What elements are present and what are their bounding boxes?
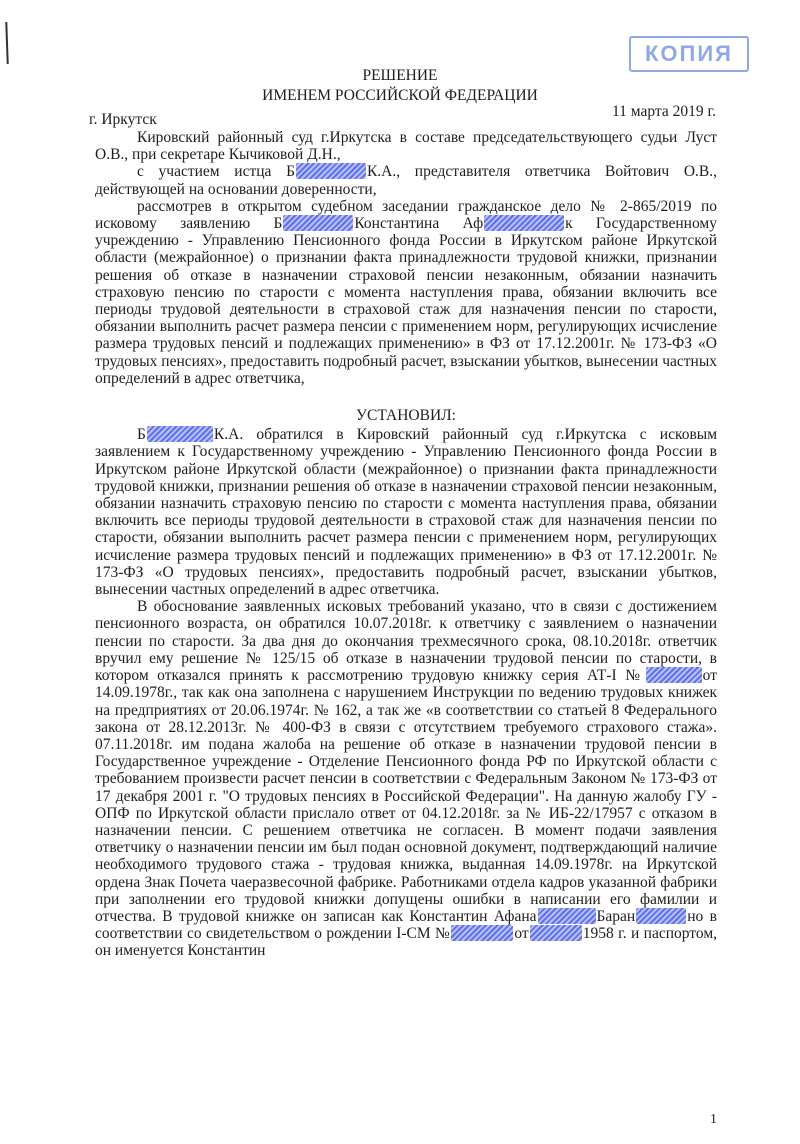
redaction — [530, 925, 582, 941]
redaction — [646, 667, 702, 683]
redaction — [147, 426, 213, 442]
document-subtitle: ИМЕНЕМ РОССИЙСКОЙ ФЕДЕРАЦИИ — [262, 87, 538, 104]
document-body — [95, 129, 717, 960]
established-heading: УСТАНОВИЛ: — [356, 407, 456, 425]
decision-date: 11 марта 2019 г. — [612, 103, 717, 120]
intro-paragraph-case: рассмотрев в открытом судебном заседании гражданское дело № 2-865/2019 по исковому заявлению Б Константина Аф к Государственному учреждению - Управлению Пенсионного фонда России в Иркутском районе Иркутской области (межрайонное) о признании факта принадлежности трудовой книжки, признании решения об отказе в назначении страховой пенсии незаконным, обязании назначить страховую пенсию по старости с момента наступления права, обязании включить все периоды трудовой деятельности в страховой стаж для назначения пенсии по старости, обязании выполнить расчет размера пенсии с применением норм, регулирующих исчисление размера трудовых пенсий и подлежащих применению» в ФЗ от 17.12.2001г. № 173-ФЗ «О трудовых пенсиях», предоставить подробный расчет, взыскании убытков, вынесении частных определений в адрес ответчика, — [95, 197, 717, 387]
copy-stamp: КОПИЯ — [629, 36, 749, 72]
page-number: 1 — [710, 1112, 717, 1127]
redaction — [283, 215, 353, 231]
city: г. Иркутск — [89, 111, 157, 128]
intro-paragraph-participants: с участием истца Б К.А., представителя ответчика Войтович О.В., действующей на основании доверенности, — [95, 163, 717, 198]
established-paragraph-claim: Б К.А. обратился в Кировский районный суд г.Иркутска с исковым заявлением к Государственному учреждению - Управлению Пенсионного фонда России в Иркутском районе Иркутской области (межрайонное) о признании факта принадлежности трудовой книжки, признании решения об отказе в назначении страховой пенсии незаконным, обязании назначить страховую пенсию по старости с момента наступления права, обязании включить все периоды трудовой деятельности в страховой стаж для назначения пенсии по старости, обязании выполнить расчет размера пенсии с применением норм, регулирующих исчисление размера трудовых пенсий и подлежащих применению» в ФЗ от 17.12.2001г. № 173-ФЗ «О трудовых пенсиях», предоставить подробный расчет, взыскании убытков, вынесении частных определений в адрес ответчика. — [95, 426, 717, 599]
redaction — [484, 215, 564, 231]
intro-paragraph-court: Кировский районный суд г.Иркутска в составе председательствующего судьи Луст О.В., при секретаре Кычиковой Д.Н., — [95, 129, 717, 164]
margin-mark — [5, 22, 8, 64]
redaction — [451, 925, 513, 941]
redaction — [538, 908, 596, 924]
redaction — [296, 163, 366, 179]
established-paragraph-grounds: В обоснование заявленных исковых требований указано, что в связи с достижением пенсионного возраста, он обратился 10.07.2018г. к ответчику с заявлением о назначении пенсии по старости. За два дня до окончания трехмесячного срока, 08.10.2018г. ответчик вручил ему решение № 125/15 об отказе в назначении трудовой пенсии по старости, в котором отказался принять к рассмотрению трудовую книжку серия АТ-I № от 14.09.1978г., так как она заполнена с нарушением Инструкции по ведению трудовых книжек на предприятиях от 20.06.1974г. № 162, а так же «в соответствии со статьей 8 Федерального закона от 28.12.2013г. № 400-ФЗ в связи с отсутствием требуемого страхового стажа». 07.11.2018г. им подана жалоба на решение об отказе в назначении трудовой пенсии в Государственное учреждение - Отделение Пенсионного фонда РФ по Иркутской области с требованием произвести расчет пенсии в соответствии с Федеральным Законом № 173-ФЗ от 17 декабря 2001 г. "О трудовых пенсиях в Российской Федерации". На данную жалобу ГУ - ОПФ по Иркутской области прислало ответ от 04.12.2018г. за № ИБ-22/17957 с отказом в назначении пенсии. С решением ответчика не согласен. В момент подачи заявления ответчику о назначении пенсии им был подан основной документ, подтверждающий наличие необходимого трудового стажа - трудовая книжка, выданная 14.09.1978г. на Иркутской ордена Знак Почета чаеразвесочной фабрике. Работниками отдела кадров указанной фабрики при заполнении его трудовой книжки допущены ошибки в написании его фамилии и отчества. В трудовой книжке он записан как Константин Афана Баран но в соответствии со свидетельством о рождении I-СМ № от 1958 г. и паспортом, он именуется Константин — [95, 598, 718, 960]
document-title: РЕШЕНИЕ — [362, 67, 438, 84]
redaction — [636, 908, 686, 924]
